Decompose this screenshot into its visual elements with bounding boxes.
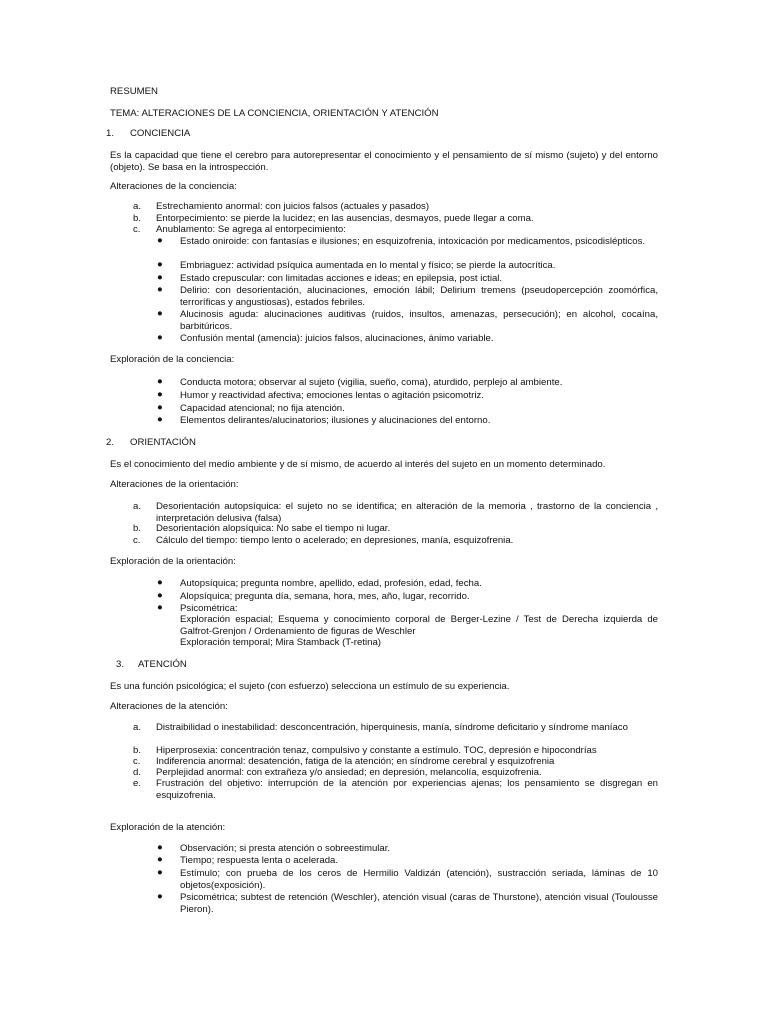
list-item: Capacidad atencional; no fija atención. [180,403,345,414]
list-marker: b. [133,745,142,756]
bullet-icon: ● [157,402,163,413]
list-item: Entorpecimiento: se pierde la lucidez; en las ausencias, desmayos, puede llegar a coma. [156,213,534,224]
section-1-title: CONCIENCIA [130,128,191,139]
bullet-icon: ● [157,590,163,601]
list-item: Indiferencia anormal: desatención, fatiga de la atención; en síndrome cerebral y esquizofrenia [156,756,555,767]
list-marker: d. [133,767,142,778]
section-3-intro: Es una función psicológica; el sujeto (con esfuerzo) selecciona un estímulo de su experiencia. [110,681,510,692]
bullet-icon: ● [157,259,163,270]
list-item: Alopsíquica; pregunta día, semana, hora, mes, año, lugar, recorrido. [180,591,470,602]
section-1-number: 1. [106,128,115,139]
list-marker: a. [133,201,142,212]
section-3-number: 3. [116,659,125,670]
bullet-icon: ● [157,891,163,902]
list-item: Observación; si presta atención o sobreestimular. [180,843,391,854]
bullet-icon: ● [157,332,163,343]
section-3-title: ATENCIÓN [138,659,187,670]
bullet-icon: ● [157,577,163,588]
list-item: Humor y reactividad afectiva; emociones lentas o agitación psicomotriz. [180,390,484,401]
list-item: Elementos delirantes/alucinatorios; ilusiones y alucinaciones del entorno. [180,415,491,426]
list-item: Estrechamiento anormal: con juicios falsos (actuales y pasados) [156,201,430,212]
list-item: Frustración del objetivo: interrupción de la atención por experiencias ajenas; los pensamiento se disgregan en esquizofrenia. [156,778,658,801]
list-item: Cálculo del tiempo: tiempo lento o acelerado; en depresiones, manía, esquizofrenia. [156,535,514,546]
list-item: Distraibilidad o inestabilidad: desconcentración, hiperquinesis, manía, síndrome deficitario y síndrome maníaco [156,722,628,733]
bullet-icon: ● [157,602,163,613]
bullet-icon: ● [157,854,163,865]
list-marker: c. [133,224,141,235]
psicometrica-temporal: Exploración temporal; Mira Stamback (T-retina) [180,637,382,648]
list-item: Tiempo; respuesta lenta o acelerada. [180,855,339,866]
bullet-icon: ● [157,235,163,246]
list-item: Delirio: con desorientación, alucinaciones, emoción lábil; Delirium tremens (pseudopercepción zoomórfica, terroríficas y angustiosas), estados febriles. [180,285,658,308]
list-item: Autopsíquica; pregunta nombre, apellido, edad, profesión, edad, fecha. [180,578,482,589]
list-marker: b. [133,523,142,534]
list-item: Hiperprosexia: concentración tenaz, compulsivo y constante a estímulo. TOC, depresión e hipocondrías [156,745,597,756]
list-item: Desorientación autopsíquica: el sujeto no se identifica; en alteración de la memoria , trastorno de la conciencia , interpretación delusiva (falsa) [156,501,658,524]
bullet-icon: ● [157,867,163,878]
section-2-title: ORIENTACIÓN [130,437,196,448]
list-marker: c. [133,756,141,767]
list-item: Anublamento: Se agrega al entorpecimiento: [156,224,346,235]
list-item: Perplejidad anormal: con extrañeza y/o ansiedad; en depresión, melancolía, esquizofrenia. [156,767,542,778]
section-3-alt-heading: Alteraciones de la atención: [110,701,228,712]
section-2-exp-heading: Exploración de la orientación: [110,556,236,567]
list-marker: e. [133,778,142,789]
document-title: TEMA: ALTERACIONES DE LA CONCIENCIA, ORIENTACIÓN Y ATENCIÓN [110,108,439,119]
bullet-icon: ● [157,376,163,387]
list-item: Psicométrica; subtest de retención (Weschler), atención visual (caras de Thurstone), atención visual (Toulousse Pieron). [180,892,658,915]
section-1-exp-heading: Exploración de la conciencia: [110,354,235,365]
section-2-intro: Es el conocimiento del medio ambiente y de sí mismo, de acuerdo al interés del sujeto en un momento determinado. [110,459,606,470]
section-1-alt-heading: Alteraciones de la conciencia: [110,181,237,192]
bullet-icon: ● [157,284,163,295]
list-item: Conducta motora; observar al sujeto (vigilia, sueño, coma), aturdido, perplejo al ambiente. [180,377,563,388]
section-3-exp-heading: Exploración de la atención: [110,822,226,833]
list-marker: b. [133,213,142,224]
list-marker: a. [133,722,142,733]
section-2-number: 2. [106,437,115,448]
bullet-icon: ● [157,842,163,853]
bullet-icon: ● [157,389,163,400]
resumen-label: RESUMEN [110,86,158,97]
list-marker: a. [133,501,142,512]
list-item: Estímulo; con prueba de los ceros de Hermilio Valdizán (atención), sustracción seriada, láminas de 10 objetos(exposición). [180,868,658,891]
psicometrica-spatial: Exploración espacial; Esquema y conocimiento corporal de Berger-Lezine / Test de Derecha izquierda de Galfrot-Grenjon / Ordenamiento de figuras de Weschler [180,614,658,637]
list-item: Embriaguez: actividad psíquica aumentada en lo mental y físico; se pierde la autocrítica. [180,260,556,271]
list-item: Psicométrica: [180,603,238,614]
list-item: Alucinosis aguda: alucinaciones auditivas (ruidos, insultos, amenazas, persecución); en alcohol, cocaína, barbitúricos. [180,309,658,332]
list-marker: c. [133,535,141,546]
bullet-icon: ● [157,308,163,319]
section-2-alt-heading: Alteraciones de la orientación: [110,479,239,490]
bullet-icon: ● [157,414,163,425]
list-item: Confusión mental (amencia): juicios falsos, alucinaciones, ánimo variable. [180,333,494,344]
bullet-icon: ● [157,272,163,283]
section-1-intro: Es la capacidad que tiene el cerebro para autorepresentar el conocimiento y el pensamiento de sí mismo (sujeto) y del entorno (objeto). Se basa en la introspección. [110,150,658,173]
list-item: Estado crepuscular: con limitadas acciones e ideas; en epilepsia, post ictial. [180,273,503,284]
list-item: Estado oniroide: con fantasías e ilusiones; en esquizofrenia, intoxicación por medicamentos, psicodislépticos. [180,236,646,247]
list-item: Desorientación alopsíquica: No sabe el tiempo ni lugar. [156,523,391,534]
